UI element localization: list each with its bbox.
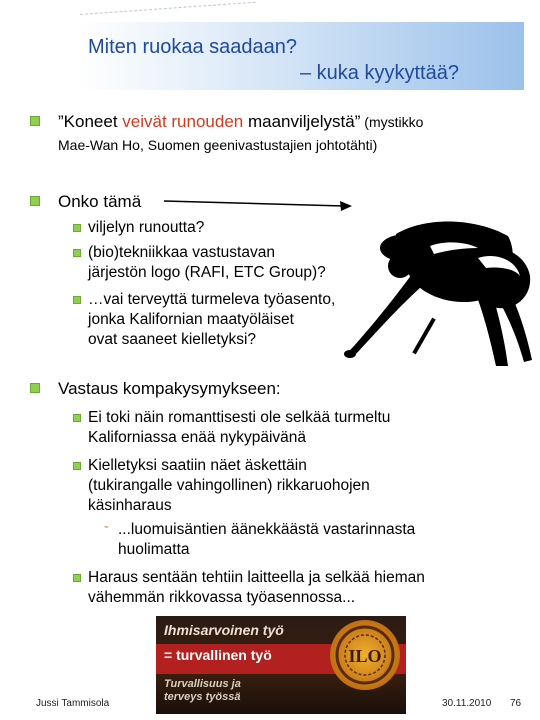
ilo-safety-banner bbox=[156, 616, 406, 714]
sub-bullet-icon bbox=[73, 462, 81, 470]
bullet-square-icon bbox=[30, 116, 40, 126]
answer-item-cont: käsinharaus bbox=[88, 497, 172, 514]
slide-title-line2: – kuka kyykyttää? bbox=[300, 62, 459, 84]
question-item: …vai terveyttä turmeleva työasento, bbox=[88, 291, 336, 308]
quote-line1 bbox=[58, 112, 423, 132]
question-item-cont: järjestön logo (RAFI, ETC Group)? bbox=[88, 264, 326, 281]
quote-highlight: veivät runouden bbox=[122, 112, 244, 131]
bullet-square-icon bbox=[30, 383, 40, 393]
sub-bullet-icon bbox=[73, 224, 81, 232]
sub-bullet-icon bbox=[73, 296, 81, 304]
sub-bullet-icon bbox=[73, 574, 81, 582]
ilo-logo-icon bbox=[330, 620, 400, 690]
question-item-cont: ovat saaneet kielletyksi? bbox=[88, 331, 257, 348]
sub-sub-marker: - bbox=[104, 518, 109, 535]
answer-item: Ei toki näin romanttisesti ole selkää turmeltu bbox=[88, 409, 391, 426]
answer-item: Haraus sentään tehtiin laitteella ja selkää hieman bbox=[88, 569, 425, 586]
ilo-emblem-icon bbox=[330, 620, 400, 690]
bullet-square-icon bbox=[30, 196, 40, 206]
banner-line3b: terveys työssä bbox=[164, 691, 241, 703]
banner-line2: = turvallinen työ bbox=[164, 647, 272, 663]
sub-bullet-icon bbox=[73, 249, 81, 257]
sub-bullet-icon bbox=[73, 414, 81, 422]
quote-attribution-start: (mystikko bbox=[360, 114, 424, 130]
bent-worker-illustration bbox=[326, 196, 532, 376]
banner-line3a: Turvallisuus ja bbox=[164, 678, 241, 690]
quote-suffix: maanviljelystä” bbox=[243, 112, 361, 131]
answer-item-cont: vähemmän rikkovassa työasennossa... bbox=[88, 589, 356, 606]
answer-heading: Vastaus kompakysymykseen: bbox=[58, 379, 281, 398]
quote-attribution: Mae-Wan Ho, Suomen geenivastustajien johtotähti) bbox=[58, 137, 378, 153]
answer-item-cont: (tukirangalle vahingollinen) rikkaruohojen bbox=[88, 477, 370, 494]
footer-date: 30.11.2010 bbox=[442, 698, 492, 709]
answer-subitem-cont: huolimatta bbox=[118, 541, 190, 558]
question-item: (bio)tekniikkaa vastustavan bbox=[88, 244, 275, 261]
ilo-logo-text: ILO bbox=[348, 646, 382, 666]
banner-line3 bbox=[164, 678, 241, 704]
footer-author: Jussi Tammisola bbox=[36, 698, 110, 709]
footer-page-number: 76 bbox=[510, 698, 522, 709]
banner-line1: Ihmisarvoinen työ bbox=[164, 622, 284, 638]
question-item: viljelyn runoutta? bbox=[88, 219, 205, 236]
question-heading: Onko tämä bbox=[58, 192, 142, 211]
answer-item-cont: Kaliforniassa enää nykypäivänä bbox=[88, 429, 306, 446]
answer-item: Kielletyksi saatiin näet äskettäin bbox=[88, 457, 307, 474]
quote-prefix: ”Koneet bbox=[58, 112, 123, 131]
question-item-cont: jonka Kalifornian maatyöläiset bbox=[88, 311, 294, 328]
title-decoration-line bbox=[80, 2, 256, 15]
slide-title-line1: Miten ruokaa saadaan? bbox=[88, 36, 298, 58]
answer-subitem: ...luomuisäntien äänekkäästä vastarinnasta bbox=[118, 521, 416, 538]
